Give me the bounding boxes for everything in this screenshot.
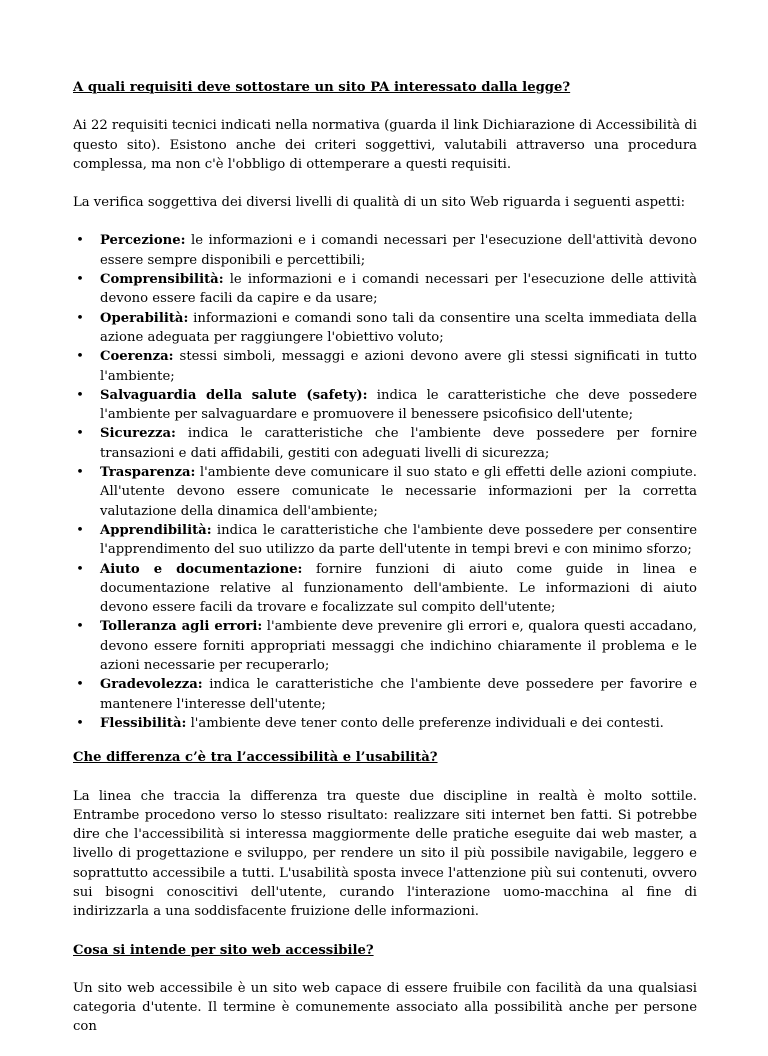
list-item-text: indica le caratteristiche che l'ambiente deve possedere per favorire e mantenere l'interesse dell'utente; — [100, 677, 697, 712]
bullet-icon: • — [76, 426, 84, 442]
document-page — [73, 78, 697, 1056]
list-item-term: Salvaguardia della salute (safety): — [100, 387, 368, 403]
list-item-text: le informazioni e i comandi necessari per l'esecuzione delle attività devono essere facili da capire e da usare; — [100, 272, 697, 307]
list-item-text: indica le caratteristiche che l'ambiente deve possedere per fornire transazioni e dati affidabili, gestiti con adeguati livelli di sicurezza; — [100, 426, 697, 461]
bullet-icon: • — [76, 715, 84, 731]
list-item — [76, 270, 697, 309]
list-item — [76, 675, 697, 714]
list-item — [76, 309, 697, 348]
list-item-term: Coerenza: — [100, 349, 174, 365]
list-item-term: Tolleranza agli errori: — [100, 619, 263, 635]
list-item-term: Apprendibilità: — [100, 522, 212, 538]
section-heading-differenza: Che differenza c’è tra l’accessibilità e l’usabilità? — [73, 750, 438, 766]
paragraph-sito-accessibile: Un sito web accessibile è un sito web capace di essere fruibile con facilità da una qualsiasi categoria d'utente. Il termine è comunemente associato alla possibilità anche per persone con — [73, 980, 697, 1035]
list-item — [76, 231, 697, 270]
requirements-list — [73, 231, 697, 733]
list-item — [76, 521, 697, 560]
bullet-icon: • — [76, 310, 84, 326]
list-item-term: Operabilità: — [100, 310, 189, 326]
list-item-text: l'ambiente deve comunicare il suo stato e gli effetti delle azioni compiute. All'utente devono essere comunicate le necessarie informazioni per la corretta valutazione della dinamica dell'ambiente; — [100, 465, 697, 519]
list-item-term: Percezione: — [100, 233, 186, 249]
list-item — [76, 463, 697, 521]
bullet-icon: • — [76, 561, 84, 577]
list-item-text: stessi simboli, messaggi e azioni devono avere gli stessi significati in tutto l'ambiente; — [100, 349, 697, 384]
list-item — [76, 617, 697, 675]
list-item-text: indica le caratteristiche che deve possedere l'ambiente per salvaguardare e promuovere il benessere psicofisico dell'utente; — [100, 387, 697, 423]
list-item-term: Comprensibilità: — [100, 272, 224, 288]
list-item-text: informazioni e comandi sono tali da consentire una scelta immediata della azione adeguata per raggiungere l'obiettivo voluto; — [100, 310, 697, 345]
list-item-text: l'ambiente deve tener conto delle preferenze individuali e dei contesti. — [186, 715, 664, 731]
list-item-text: l'ambiente deve prevenire gli errori e, qualora questi accadano, devono essere forniti appropriati messaggi che indichino chiaramente il problema e le azioni necessarie per recuperarlo; — [100, 619, 697, 674]
list-item-text: fornire funzioni di aiuto come guide in linea e documentazione relative al funzionamento dell'ambiente. Le informazioni di aiuto devono essere facili da trovare e focalizzate sul compito dell'utente; — [100, 561, 697, 616]
bullet-icon: • — [76, 465, 84, 481]
list-item — [76, 560, 697, 618]
bullet-icon: • — [76, 272, 84, 288]
paragraph-differenza: La linea che traccia la differenza tra queste due discipline in realtà è molto sottile. Entrambe procedono verso lo stesso risultato: realizzare siti internet ben fatti. Si potrebbe dire che l'accessibilità si interessa maggiormente delle pratiche eseguite dai web master, a livello di progettazione e sviluppo, per rendere un sito il più possibile navigabile, leggero e soprattutto accessibile a tutti. L'usabilità sposta invece l'attenzione più sui contenuti, ovvero sui bisogni conoscitivi dell'utente, curando l'interazione uomo-macchina al fine di indirizzarla a una soddisfacente fruizione delle informazioni. — [73, 788, 697, 920]
list-item-term: Trasparenza: — [100, 465, 196, 481]
list-item-term: Flessibilità: — [100, 715, 187, 731]
list-item — [76, 386, 697, 425]
bullet-icon: • — [76, 233, 84, 249]
section-heading-requisiti: A quali requisiti deve sottostare un sito PA interessato dalla legge? — [73, 80, 571, 95]
list-item — [76, 424, 697, 463]
section-heading-sito-accessibile: Cosa si intende per sito web accessibile? — [73, 942, 374, 958]
bullet-icon: • — [76, 619, 84, 635]
bullet-icon: • — [76, 677, 84, 693]
list-item-term: Sicurezza: — [100, 426, 176, 442]
list-item-term: Aiuto e documentazione: — [100, 561, 303, 577]
bullet-icon: • — [76, 349, 84, 365]
paragraph-requisiti-intro: Ai 22 requisiti tecnici indicati nella normativa (guarda il link Dichiarazione di Accessibilità di questo sito). Esistono anche dei criteri soggettivi, valutabili attraverso una procedura complessa, ma non c'è l'obbligo di ottemperare a questi requisiti. — [73, 118, 697, 172]
bullet-icon: • — [76, 387, 84, 403]
list-item — [76, 714, 697, 733]
bullet-icon: • — [76, 522, 84, 538]
paragraph-verifica-soggettiva: La verifica soggettiva dei diversi livelli di qualità di un sito Web riguarda i seguenti aspetti: — [73, 195, 686, 211]
list-item — [76, 347, 697, 386]
list-item-text: le informazioni e i comandi necessari per l'esecuzione dell'attività devono essere sempre disponibili e percettibili; — [100, 233, 697, 268]
list-item-term: Gradevolezza: — [100, 677, 203, 693]
list-item-text: indica le caratteristiche che l'ambiente deve possedere per consentire l'apprendimento del suo utilizzo da parte dell'utente in tempi brevi e con minimo sforzo; — [100, 522, 697, 558]
